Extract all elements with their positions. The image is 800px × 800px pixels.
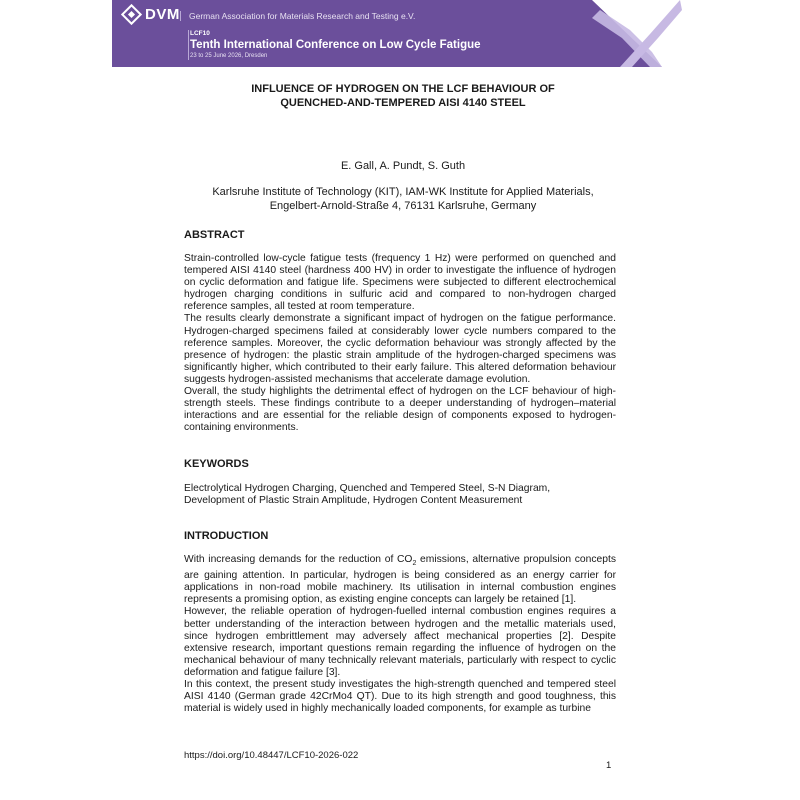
intro-p1-text-b: emissions, alternative propulsion concepts are gaining attention. In particular, hydrogen is being considered as an energy carrier for applications in non-road mobile machinery. Its utilisation in internal combustion engines represents a promising option, as existing engine concepts can largely be retained [1]. — [184, 554, 616, 606]
keywords-body — [184, 483, 616, 507]
dvm-diamond-icon — [121, 4, 142, 25]
introduction-paragraph-1 — [184, 554, 616, 606]
conference-title: Tenth International Conference on Low Cycle Fatigue — [190, 39, 481, 51]
introduction-paragraph-3: In this context, the present study investigates the high-strength quenched and tempered steel AISI 4140 (German grade 42CrMo4 QT). Due to its high strength and good toughness, this material is widely used in highly mechanically loaded components, for example as turbine — [184, 678, 616, 715]
affiliation-line-1: Karlsruhe Institute of Technology (KIT), IAM-WK Institute for Applied Materials, — [212, 186, 594, 198]
conference-banner — [112, 0, 682, 67]
abstract-paragraph-1: Strain-controlled low-cycle fatigue tests (frequency 1 Hz) were performed on quenched and tempered AISI 4140 steel (hardness 400 HV) in order to investigate the influence of hydrogen on cyclic deformation and fatigue life. Specimens were subjected to different electrochemical hydrogen charging conditions in sulfuric acid and compared to non-hydrogen charged reference samples, all tested at room temperature. — [184, 253, 616, 313]
authors: E. Gall, A. Pundt, S. Guth — [340, 160, 466, 172]
page-number: 1 — [606, 760, 612, 771]
co2-subscript: 2 — [412, 560, 417, 568]
decorative-cross-graphic — [592, 0, 682, 67]
keywords-heading: KEYWORDS — [184, 458, 249, 470]
association-name: German Association for Materials Research and Testing e.V. — [180, 11, 415, 21]
dvm-logo — [124, 6, 180, 23]
banner-divider — [188, 30, 189, 60]
intro-p1-text-a: With increasing demands for the reduction of CO — [184, 554, 413, 565]
logo-text: DVM — [145, 6, 180, 23]
keywords-line-2: Development of Plastic Strain Amplitude, Hydrogen Content Measurement — [184, 495, 523, 507]
abstract-body — [184, 253, 616, 434]
paper-title — [160, 82, 646, 110]
affiliation — [160, 185, 646, 213]
doi-link[interactable]: https://doi.org/10.48447/LCF10-2026-022 — [184, 750, 359, 761]
introduction-paragraph-2: However, the reliable operation of hydrogen-fuelled internal combustion engines requires a better understanding of the interaction between hydrogen and the metallic materials used, since hydrogen embrittlement may adversely affect mechanical properties [2]. Despite extensive research, important questions remain regarding the influence of hydrogen on the mechanical behaviour of many technically relevant materials, particularly with respect to cyclic deformation and fatigue failure [3]. — [184, 606, 616, 678]
introduction-heading: INTRODUCTION — [184, 530, 269, 542]
introduction-body — [184, 554, 616, 715]
affiliation-line-2: Engelbert-Arnold-Straße 4, 76131 Karlsruhe, Germany — [269, 200, 537, 212]
abstract-paragraph-3: Overall, the study highlights the detrimental effect of hydrogen on the LCF behaviour of high-strength steels. These findings contribute to a deeper understanding of hydrogen–material interactions and are essential for the reliable design of components exposed to hydrogen-containing environments. — [184, 386, 616, 434]
conference-abbreviation: LCF10 — [190, 30, 210, 37]
title-line-1: INFLUENCE OF HYDROGEN ON THE LCF BEHAVIOUR OF — [251, 83, 555, 95]
keywords-line-1: Electrolytical Hydrogen Charging, Quenched and Tempered Steel, S-N Diagram, — [184, 483, 551, 494]
title-line-2: QUENCHED-AND-TEMPERED AISI 4140 STEEL — [280, 97, 526, 109]
abstract-paragraph-2: The results clearly demonstrate a significant impact of hydrogen on the fatigue performance. Hydrogen-charged specimens failed at considerably lower cycle numbers compared to the reference samples. Moreover, the cyclic deformation behaviour was strongly affected by the presence of hydrogen: the plastic strain amplitude of the hydrogen-charged specimens was significantly higher, which contributed to their early failure. This altered deformation behaviour suggests hydrogen-assisted mechanisms that accelerate damage evolution. — [184, 313, 616, 385]
abstract-heading: ABSTRACT — [184, 229, 245, 241]
conference-dates: 23 to 25 June 2026, Dresden — [190, 53, 268, 59]
